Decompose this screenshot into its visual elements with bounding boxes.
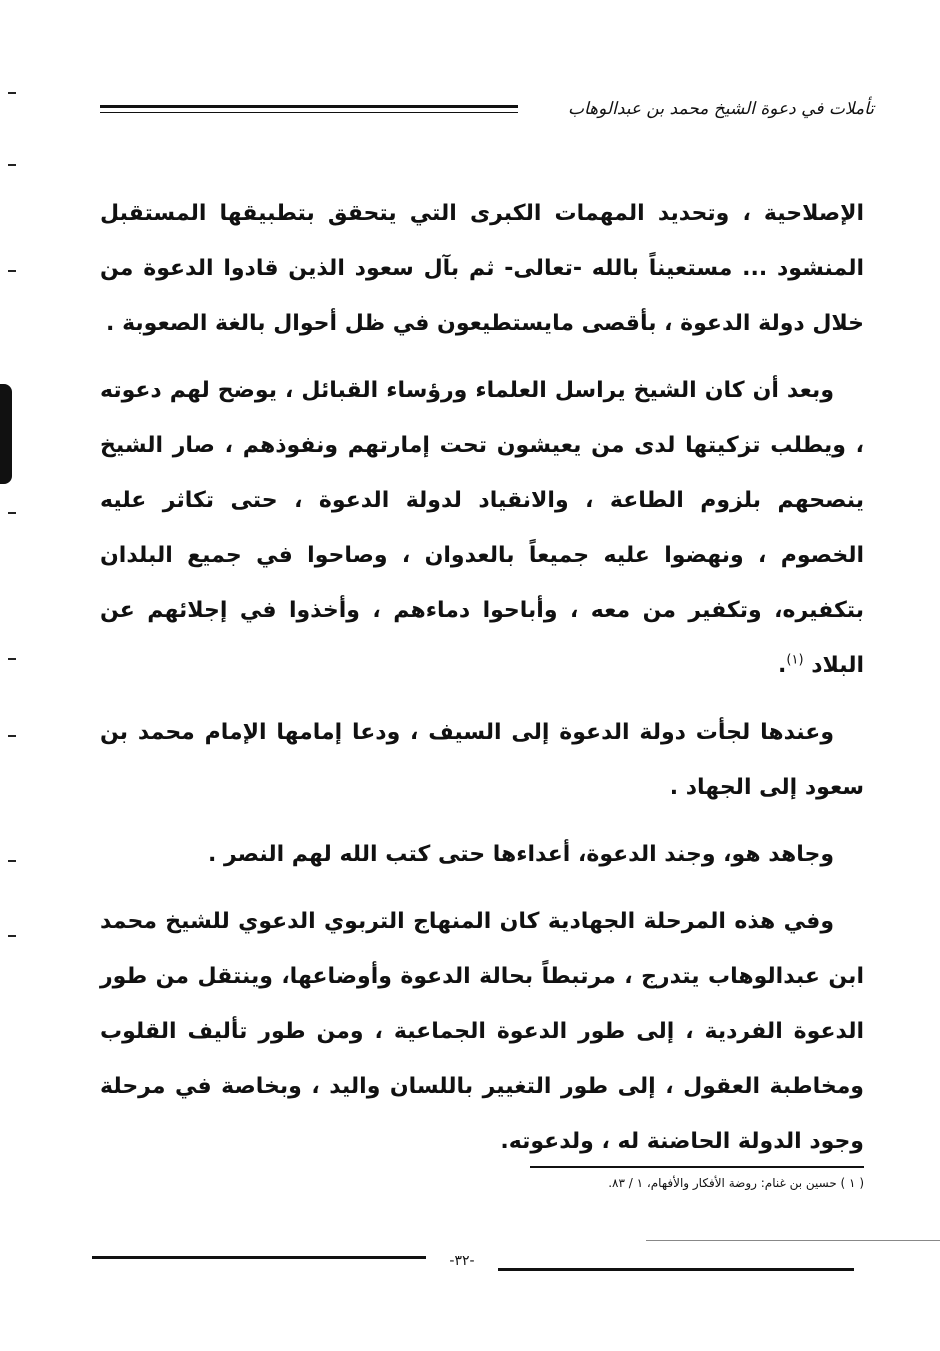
paragraph-1: الإصلاحية ، وتحديد المهمات الكبرى التي يتحقق بتطبيقها المستقبل المنشود ... مستعيناً بالله -تعالى- ثم بآل سعود الذين قادوا الدعوة من خلال دولة الدعوة ، بأقصى مايستطيعون في ظل أحوال بالغة الصعوبة . [100,201,864,336]
paragraph-2-end: . [778,653,787,678]
footer-rule-left [92,1256,426,1259]
body-text [100,186,864,1181]
paragraph-2-text: وبعد أن كان الشيخ يراسل العلماء ورؤساء القبائل ، يوضح لهم دعوته ، ويطلب تزكيتها لدى من يعيشون تحت إمارتهم ونفوذهم ، صار الشيخ ينصحهم بلزوم الطاعة ، والانقياد لدولة الدعوة ، حتى تكاثر عليه الخصوم ، ونهضوا عليه جميعاً بالعدوان ، وصاحوا في جميع البلدان بتكفيره، وتكفير من معه ، وأباحوا دماءهم ، وأخذوا في إجلائهم عن البلاد [100,378,864,678]
footer-rule-right [498,1268,854,1271]
running-header [100,98,874,128]
scan-mark [8,92,16,94]
scan-mark [8,512,16,514]
scan-mark [8,935,16,937]
paragraph-2 [100,363,864,693]
header-rule-thin [100,112,518,113]
paragraph-4: وجاهد هو، وجند الدعوة، أعداءها حتى كتب الله لهم النصر . [207,842,834,867]
running-header-title: تأملات في دعوة الشيخ محمد بن عبدالوهاب [568,99,874,119]
scan-mark [646,1240,940,1241]
paragraph-5: وفي هذه المرحلة الجهادية كان المنهاج التربوي الدعوي للشيخ محمد ابن عبدالوهاب يتدرج ، مرتبطاً بحالة الدعوة وأوضاعها، وينتقل من طور الدعوة الفردية ، إلى طور الدعوة الجماعية ، ومن طور تأليف القلوب ومخاطبة العقول ، إلى طور التغيير باللسان واليد ، وبخاصة في مرحلة وجود الدولة الحاضنة له ، ولدعوته. [100,909,864,1154]
page-number: -٣٢- [449,1253,475,1269]
binding-shadow [0,384,12,484]
footnote-rule [530,1166,864,1168]
header-rule [100,105,518,108]
scan-mark [8,270,16,272]
scan-mark [8,860,16,862]
scan-mark [8,735,16,737]
footnote-reference[interactable]: (١) [786,652,804,668]
scan-mark [8,164,16,166]
scan-mark [8,658,16,660]
footnote: ( ١ ) حسين بن غنام: روضة الأفكار والأفهام، ١ / ٨٣. [608,1176,864,1190]
paragraph-3: وعندها لجأت دولة الدعوة إلى السيف ، ودعا إمامها الإمام محمد بن سعود إلى الجهاد . [100,720,864,800]
